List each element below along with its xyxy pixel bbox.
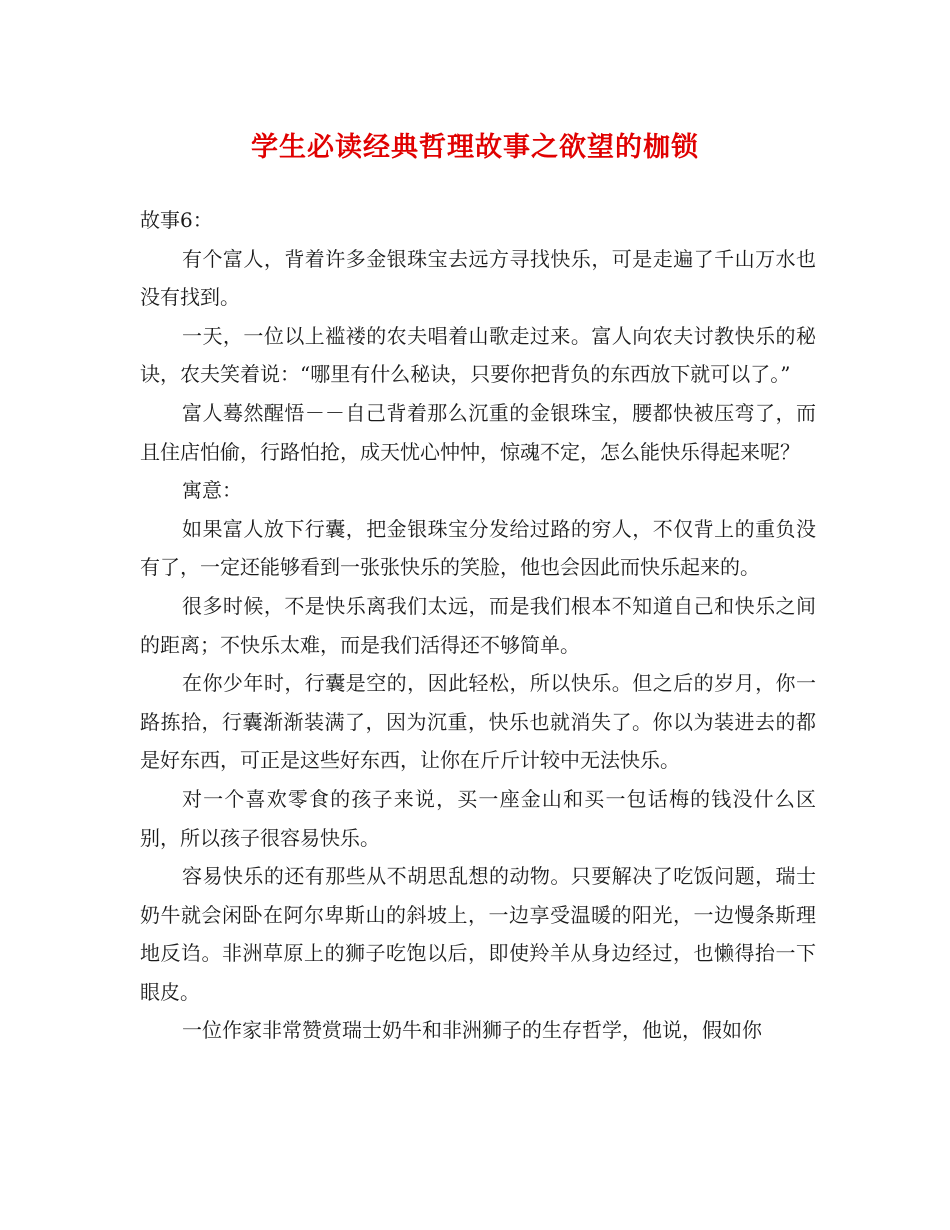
paragraph-2: 一天，一位以上褴褛的农夫唱着山歌走过来。富人向农夫讨教快乐的秘诀，农夫笑着说：“哪里有什么秘诀，只要你把背负的东西放下就可以了。”	[140, 323, 816, 387]
paragraph-7: 对一个喜欢零食的孩子来说，买一座金山和买一包话梅的钱没什么区别，所以孩子很容易快乐。	[140, 786, 816, 850]
paragraph-5: 很多时候，不是快乐离我们太远，而是我们根本不知道自己和快乐之间的距离；不快乐太难，而是我们活得还不够简单。	[140, 593, 816, 657]
moral-label: 寓意：	[182, 478, 242, 503]
paragraph-4: 如果富人放下行囊，把金银珠宝分发给过路的穷人，不仅背上的重负没有了，一定还能够看到一张张快乐的笑脸，他也会因此而快乐起来的。	[140, 516, 816, 580]
story-label: 故事6：	[140, 208, 213, 232]
paragraph-1: 有个富人，背着许多金银珠宝去远方寻找快乐，可是走遍了千山万水也没有找到。	[140, 246, 816, 310]
document-body	[140, 201, 816, 1050]
paragraph-8: 容易快乐的还有那些从不胡思乱想的动物。只要解决了吃饭问题，瑞士奶牛就会闲卧在阿尔卑斯山的斜坡上，一边享受温暖的阳光，一边慢条斯理地反诌。非洲草原上的狮子吃饱以后，即使羚羊从身边经过，也懒得抬一下眼皮。	[140, 864, 816, 1004]
page-title: 学生必读经典哲理故事之欲望的枷锁	[251, 132, 699, 163]
paragraph-9: 一位作家非常赞赏瑞士奶牛和非洲狮子的生存哲学，他说，假如你	[182, 1018, 762, 1043]
paragraph-3: 富人蓦然醒悟－－自己背着那么沉重的金银珠宝，腰都快被压弯了，而且住店怕偷，行路怕抢，成天忧心忡忡，惊魂不定，怎么能快乐得起来呢？	[140, 400, 816, 464]
paragraph-6: 在你少年时，行囊是空的，因此轻松，所以快乐。但之后的岁月，你一路拣拾，行囊渐渐装满了，因为沉重，快乐也就消失了。你以为装进去的都是好东西，可正是这些好东西，让你在斤斤计较中无法快乐。	[140, 671, 816, 773]
